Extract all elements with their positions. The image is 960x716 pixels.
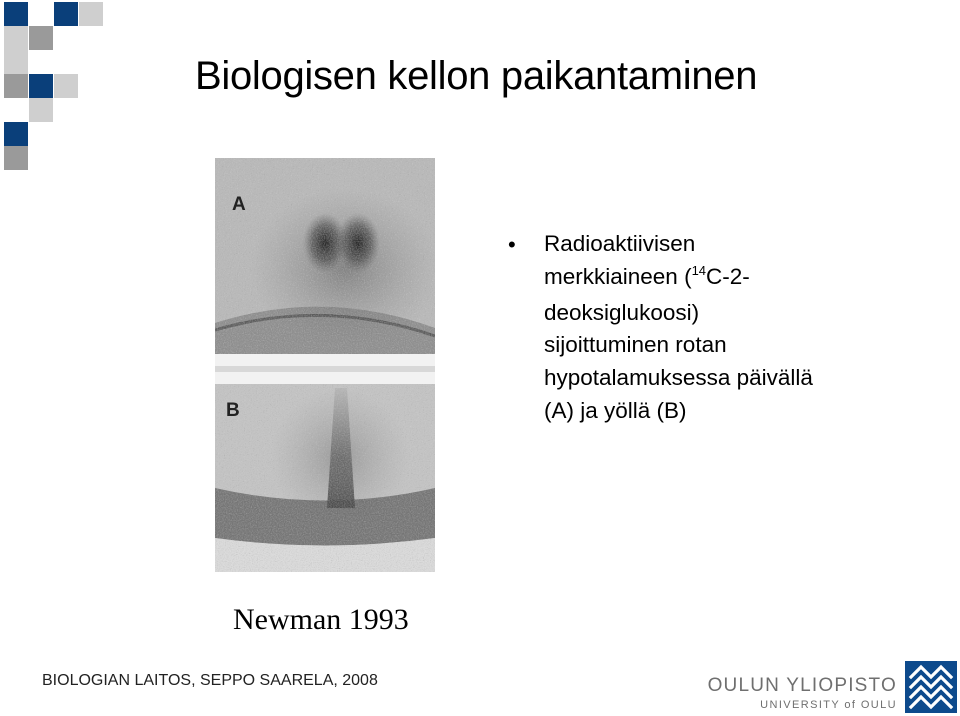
- panel-a-label: A: [232, 194, 246, 215]
- autoradiograph-figure: [215, 158, 435, 572]
- panel-b-label: B: [226, 400, 240, 421]
- university-logo-icon: [905, 661, 957, 713]
- university-name-en: UNIVERSITY of OULU: [760, 699, 897, 711]
- slide-title: Biologisen kellon paikantaminen: [195, 54, 758, 98]
- bullet-text-suffix: C-2-deoksiglukoosi) sijoittuminen rotan hypotalamuksessa päivällä (A) ja yöllä (B): [544, 263, 813, 423]
- bullet-item: [508, 228, 828, 428]
- autoradiograph-image: [215, 158, 435, 572]
- bullet-text-prefix: Radioaktiivisen merkkiaineen (: [544, 231, 696, 289]
- university-name-fi: OULUN YLIOPISTO: [707, 675, 897, 696]
- bullet-list: [508, 228, 828, 428]
- university-name: [707, 676, 897, 712]
- isotope-superscript: 14: [691, 262, 707, 278]
- decorative-square-pattern: [0, 0, 110, 175]
- footer-text: BIOLOGIAN LAITOS, SEPPO SAARELA, 2008: [42, 672, 378, 689]
- bullet-marker: •: [508, 232, 516, 257]
- figure-caption: Newman 1993: [233, 603, 409, 636]
